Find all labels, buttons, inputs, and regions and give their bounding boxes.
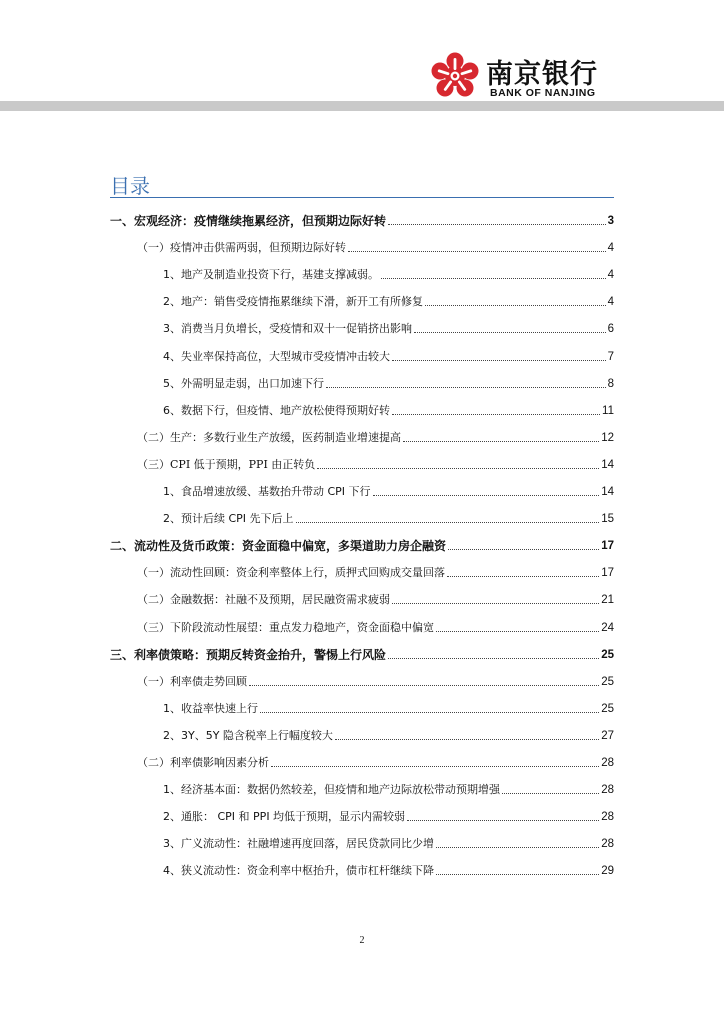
toc-entry-page: 7 xyxy=(607,350,614,363)
toc-entry-text: （一）流动性回顾：资金利率整体上行，质押式回购成交量回落 xyxy=(137,566,445,580)
flower-logo-icon xyxy=(430,52,480,98)
toc-entry-text: 4、失业率保持高位，大型城市受疫情冲击较大 xyxy=(163,349,390,363)
toc-entry-level3[interactable] xyxy=(163,506,614,526)
toc-entry-text: 一、宏观经济：疫情继续拖累经济，但预期边际好转 xyxy=(110,214,387,228)
toc-entry-page: 27 xyxy=(601,729,614,742)
toc-entry-page: 15 xyxy=(601,513,614,526)
toc-entry-page: 11 xyxy=(602,404,614,417)
toc-entry-level3[interactable] xyxy=(163,371,614,391)
toc-leader-dots xyxy=(392,603,599,604)
toc-entry-text: 5、外需明显走弱，出口加速下行 xyxy=(163,376,324,390)
toc-entry-page: 14 xyxy=(601,486,614,498)
bank-name-en: BANK OF NANJING xyxy=(490,87,596,99)
toc-leader-dots xyxy=(317,468,599,469)
toc-entry-level3[interactable] xyxy=(163,831,614,851)
toc-entry-page: 14 xyxy=(601,458,614,471)
toc-leader-dots xyxy=(392,414,600,415)
toc-entry-page: 29 xyxy=(601,865,614,878)
toc-entry-level3[interactable] xyxy=(163,479,614,499)
toc-leader-dots xyxy=(436,847,599,848)
toc-entry-level1[interactable] xyxy=(110,208,614,228)
toc-entry-page: 25 xyxy=(601,675,614,688)
toc-entry-level3[interactable] xyxy=(163,777,614,797)
toc-leader-dots xyxy=(348,251,606,252)
header-bar xyxy=(0,101,724,111)
toc-leader-dots xyxy=(436,874,599,875)
toc-leader-dots xyxy=(502,793,599,794)
toc-entry-text: 2、3Y、5Y 隐含税率上行幅度较大 xyxy=(163,728,333,742)
toc-entry-page: 28 xyxy=(601,838,614,851)
toc-entry-level3[interactable] xyxy=(163,262,614,282)
toc-entry-page: 3 xyxy=(607,215,614,227)
toc-entry-level2[interactable] xyxy=(137,560,614,580)
toc-entry-level3[interactable] xyxy=(163,723,614,743)
toc-entry-page: 4 xyxy=(607,296,614,309)
toc-leader-dots xyxy=(403,441,599,442)
toc-entry-level3[interactable] xyxy=(163,289,614,309)
toc-entry-level1[interactable] xyxy=(110,642,614,662)
toc-entry-text: 6、数据下行，但疫情、地产放松使得预期好转 xyxy=(163,403,390,417)
toc-entry-text: （三）下阶段流动性展望：重点发力稳地产，资金面稳中偏宽 xyxy=(137,620,434,634)
toc-entry-text: 2、预计后续 CPI 先下后上 xyxy=(163,512,294,526)
toc-leader-dots xyxy=(436,631,599,632)
toc-leader-dots xyxy=(448,549,599,550)
toc-entry-page: 25 xyxy=(601,702,614,715)
toc-leader-dots xyxy=(296,522,600,523)
toc-entry-text: 3、消费当月负增长，受疫情和双十一促销挤出影响 xyxy=(163,322,412,336)
toc-entry-text: （三）CPI 低于预期，PPI 由正转负 xyxy=(137,457,316,471)
toc-entry-level3[interactable] xyxy=(163,398,614,418)
toc-entry-text: （二）生产：多数行业生产放缓，医药制造业增速提高 xyxy=(137,430,401,444)
toc-leader-dots xyxy=(447,576,599,577)
toc-entry-text: 二、流动性及货币政策：资金面稳中偏宽，多渠道助力房企融资 xyxy=(110,539,447,554)
toc-entry-text: 4、狭义流动性：资金利率中枢抬升，债市杠杆继续下降 xyxy=(163,864,434,878)
toc-entry-text: 三、利率债策略：预期反转资金抬升，警惕上行风险 xyxy=(110,647,387,662)
toc-entry-level2[interactable] xyxy=(137,235,614,255)
toc-entry-text: 2、地产：销售受疫情拖累继续下滑，新开工有所修复 xyxy=(163,295,423,309)
toc-entry-level2[interactable] xyxy=(137,750,614,770)
toc-entry-page: 4 xyxy=(607,242,614,255)
toc-entry-level3[interactable] xyxy=(163,696,614,716)
toc-entry-level2[interactable] xyxy=(137,669,614,689)
toc-leader-dots xyxy=(249,685,599,686)
toc-leader-dots xyxy=(373,495,600,496)
toc-entry-text: （二）金融数据：社融不及预期，居民融资需求疲弱 xyxy=(137,593,390,607)
toc-leader-dots xyxy=(381,278,606,279)
toc-entry-text: 3、广义流动性：社融增速再度回落，居民贷款同比少增 xyxy=(163,837,434,851)
toc-entry-text: （二）利率债影响因素分析 xyxy=(137,756,269,769)
toc-entry-text: （一）疫情冲击供需两弱，但预期边际好转 xyxy=(137,241,346,255)
toc-entry-level3[interactable] xyxy=(163,858,614,878)
toc-entry-level3[interactable] xyxy=(163,344,614,364)
toc-entry-page: 12 xyxy=(601,431,614,444)
toc-entry-text: 1、收益率快速上行 xyxy=(163,701,258,715)
toc-entry-page: 8 xyxy=(607,377,614,390)
toc-title-rule xyxy=(110,197,614,198)
toc-entry-text: 2、通胀： CPI 和 PPI 均低于预期，显示内需较弱 xyxy=(163,810,406,824)
toc-entry-page: 28 xyxy=(601,757,614,769)
toc-entry-level2[interactable] xyxy=(137,452,614,472)
toc-entry-page: 28 xyxy=(601,811,614,824)
bank-name-cn: 南京银行 xyxy=(486,59,598,90)
toc-leader-dots xyxy=(326,387,606,388)
toc-leader-dots xyxy=(271,766,599,767)
toc-leader-dots xyxy=(392,360,606,361)
toc-entry-level2[interactable] xyxy=(137,615,614,635)
toc-entry-level1[interactable] xyxy=(110,533,614,553)
toc-entry-text: 1、经济基本面：数据仍然较差，但疫情和地产边际放松带动预期增强 xyxy=(163,783,500,797)
toc-entry-level3[interactable] xyxy=(163,316,614,336)
toc-title: 目录 xyxy=(110,174,150,198)
toc-entry-page: 17 xyxy=(601,567,614,580)
toc-leader-dots xyxy=(388,224,606,225)
toc-leader-dots xyxy=(260,712,599,713)
toc-entry-page: 21 xyxy=(601,594,614,607)
toc-entry-page: 24 xyxy=(601,621,614,634)
toc-entry-text: （一）利率债走势回顾 xyxy=(137,674,247,688)
toc-entry-level3[interactable] xyxy=(163,804,614,824)
toc-entry-page: 4 xyxy=(607,269,614,282)
toc-leader-dots xyxy=(407,820,599,821)
toc-entry-page: 25 xyxy=(601,648,614,661)
bank-logo xyxy=(430,50,620,102)
toc-entry-level2[interactable] xyxy=(137,425,614,445)
toc-entry-page: 28 xyxy=(601,784,614,797)
toc-leader-dots xyxy=(388,658,599,659)
toc-entry-text: 1、食品增速放缓、基数抬升带动 CPI 下行 xyxy=(163,485,371,498)
toc-entry-level2[interactable] xyxy=(137,587,614,607)
toc-leader-dots xyxy=(414,332,606,333)
toc-entry-text: 1、地产及制造业投资下行，基建支撑减弱。 xyxy=(163,268,379,282)
toc-entry-page: 6 xyxy=(607,323,614,336)
toc-entry-page: 17 xyxy=(601,540,614,553)
page-number: 2 xyxy=(359,935,365,946)
toc-leader-dots xyxy=(335,739,599,740)
toc-leader-dots xyxy=(425,305,606,306)
